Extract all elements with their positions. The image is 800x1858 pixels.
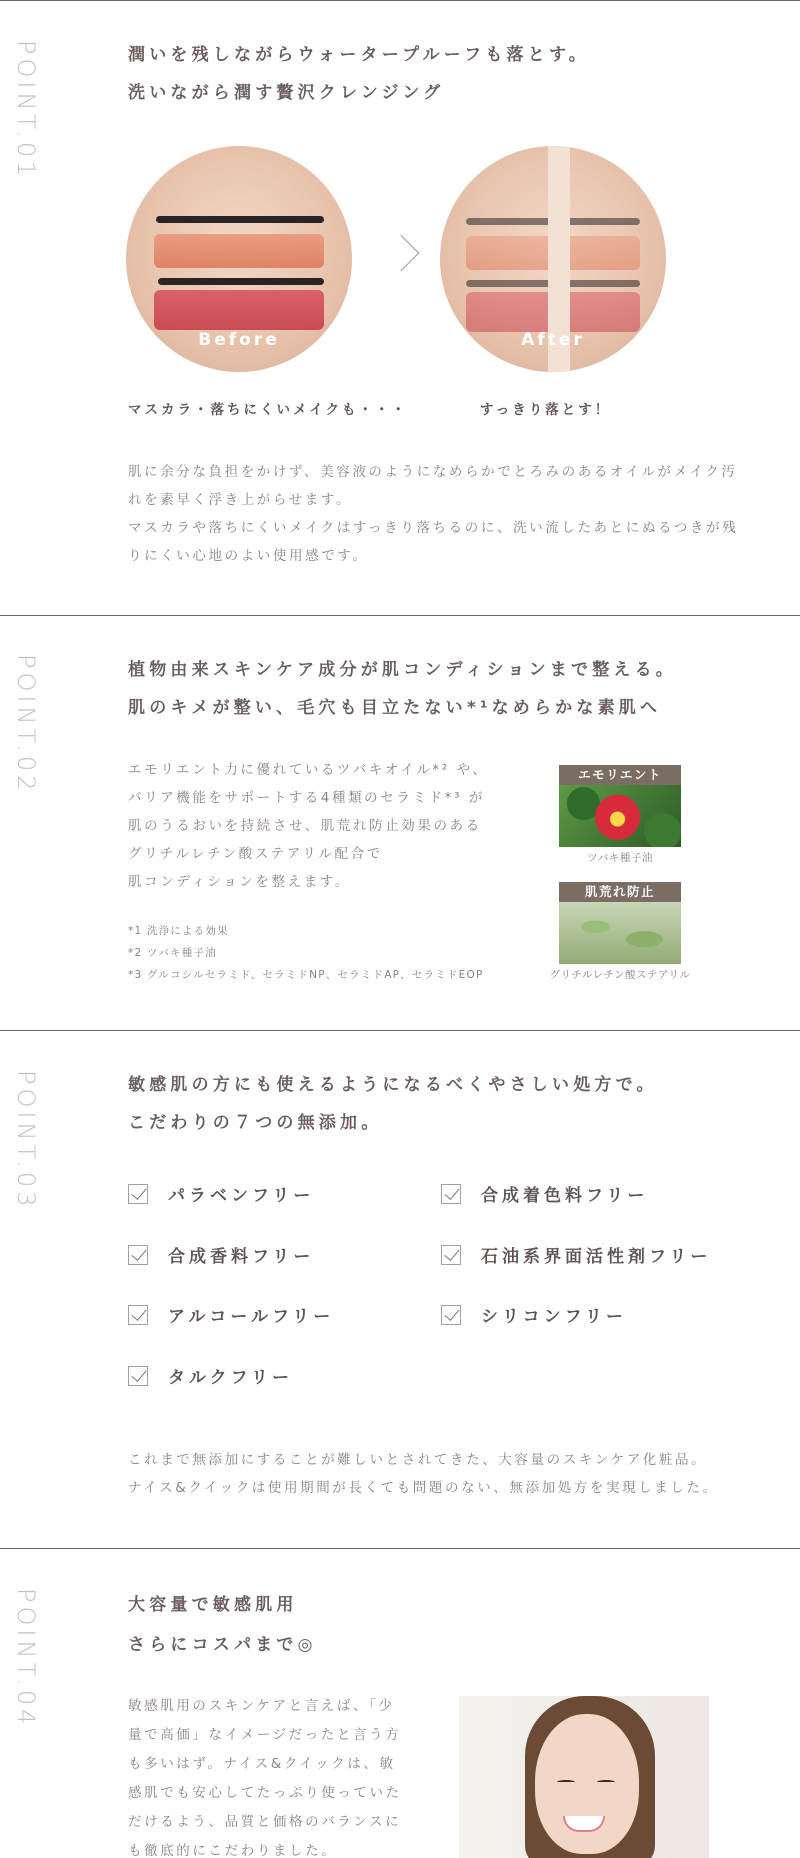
before-image — [126, 146, 352, 372]
checkbox-icon — [128, 1305, 148, 1325]
heading-line: 大容量で敏感肌用 — [128, 1595, 298, 1615]
body-line: れを素早く浮き上がらせます。 — [128, 492, 352, 508]
point-label: POINT.01 — [12, 40, 40, 181]
ingredient-caption: ツバキ種子油 — [587, 852, 653, 864]
point-label: POINT.02 — [12, 654, 40, 795]
body-line: 肌コンディションを整えます。 — [128, 874, 351, 890]
body-line: ナイス&クイックは使用期間が長くても問題のない、無添加処方を実現しました。 — [128, 1480, 719, 1496]
after-label: After — [521, 330, 585, 350]
free-item-label: 石油系界面活性剤フリー — [481, 1247, 712, 1267]
heading-line: 洗いながら潤す贅沢クレンジング — [128, 83, 445, 103]
free-item-label: 合成着色料フリー — [481, 1186, 649, 1206]
footnote: *3 グルコシルセラミド、セラミドNP、セラミドAP、セラミドEOP — [128, 969, 484, 981]
caption-before: マスカラ・落ちにくいメイクも・・・ — [128, 402, 408, 418]
section-body — [128, 1692, 402, 1858]
body-line: りにくい心地のよい使用感です。 — [128, 548, 369, 564]
checkbox-icon — [128, 1184, 148, 1204]
checkbox-icon — [128, 1245, 148, 1265]
free-item — [128, 1363, 293, 1388]
section-heading — [128, 36, 590, 112]
ingredient-caption: グリチルレチン酸ステアリル — [549, 969, 691, 981]
section-divider — [0, 1030, 800, 1031]
checkbox-icon — [441, 1305, 461, 1325]
checkbox-icon — [441, 1245, 461, 1265]
footnote: *2 ツバキ種子油 — [128, 947, 217, 959]
free-item — [441, 1302, 627, 1327]
point-label: POINT.03 — [12, 1070, 40, 1211]
free-item — [128, 1242, 314, 1267]
ingredient-card — [559, 765, 681, 847]
camellia-image — [559, 785, 681, 847]
ingredient-card — [559, 882, 681, 964]
body-line: 量で高価」なイメージだったと言う方 — [128, 1727, 402, 1743]
body-line: マスカラや落ちにくいメイクはすっきり落ちるのに、洗い流したあとにぬるつきが残 — [128, 520, 739, 536]
heading-line: さらにコスパまで◎ — [128, 1635, 317, 1655]
body-line: これまで無添加にすることが難しいとされてきた、大容量のスキンケア化粧品。 — [128, 1452, 708, 1468]
free-item-label: タルクフリー — [168, 1368, 293, 1388]
free-item — [128, 1302, 334, 1327]
free-item-label: アルコールフリー — [168, 1307, 335, 1327]
body-line: 肌のうるおいを持続させ、肌荒れ防止効果のある — [128, 818, 482, 834]
body-line: 敏感肌用のスキンケアと言えば、「少 — [128, 1698, 395, 1714]
ingredient-band: 肌荒れ防止 — [559, 882, 681, 902]
before-label: Before — [198, 330, 280, 350]
body-line: だけるよう、品質と価格のバランスに — [128, 1814, 402, 1830]
checkbox-icon — [441, 1184, 461, 1204]
section-divider — [0, 0, 800, 1]
section-heading — [128, 1066, 658, 1142]
caption-after: すっきり落とす！ — [480, 402, 612, 418]
point-label: POINT.04 — [12, 1588, 40, 1729]
heading-line: 植物由来スキンケア成分が肌コンディションまで整える。 — [128, 660, 677, 680]
body-line: も多いはず。ナイス&クイックは、敏 — [128, 1756, 396, 1772]
body-line: も徹底的にこだわりました。 — [128, 1843, 338, 1858]
body-line: 肌に余分な負担をかけず、美容液のようになめらかでとろみのあるオイルがメイク汚 — [128, 464, 738, 480]
licorice-plant-image — [559, 902, 681, 964]
heading-line: こだわりの７つの無添加。 — [128, 1113, 383, 1133]
heading-line: 潤いを残しながらウォータープルーフも落とす。 — [128, 45, 590, 65]
section-heading — [128, 1585, 317, 1665]
body-line: エモリエント力に優れているツバキオイル*² や、 — [128, 762, 489, 778]
section-divider — [0, 615, 800, 616]
free-item-label: パラベンフリー — [168, 1186, 315, 1206]
section-body — [128, 756, 489, 896]
body-line: グリチルレチン酸ステアリル配合で — [128, 846, 383, 862]
body-line: 感肌でも安心してたっぷり使っていた — [128, 1785, 402, 1801]
smiling-woman-photo — [459, 1696, 709, 1858]
heading-line: 敏感肌の方にも使えるようになるべくやさしい処方で。 — [128, 1075, 658, 1095]
section-divider — [0, 1548, 800, 1549]
free-item — [441, 1242, 711, 1267]
section-body — [128, 458, 738, 570]
free-item — [128, 1181, 314, 1206]
footnote: *1 洗浄による効果 — [128, 925, 229, 937]
section-body — [128, 1446, 719, 1502]
ingredient-band: エモリエント — [559, 765, 681, 785]
heading-line: 肌のキメが整い、毛穴も目立たない*¹なめらかな素肌へ — [128, 698, 662, 718]
after-image — [440, 146, 666, 372]
free-item-label: 合成香料フリー — [168, 1247, 315, 1267]
body-line: バリア機能をサポートする4種類のセラミド*³ が — [128, 790, 486, 806]
checkbox-icon — [128, 1366, 148, 1386]
section-heading — [128, 651, 677, 727]
footnotes — [128, 920, 483, 986]
free-item-label: シリコンフリー — [481, 1307, 627, 1327]
free-item — [441, 1181, 648, 1206]
chevron-right-icon — [383, 235, 420, 272]
